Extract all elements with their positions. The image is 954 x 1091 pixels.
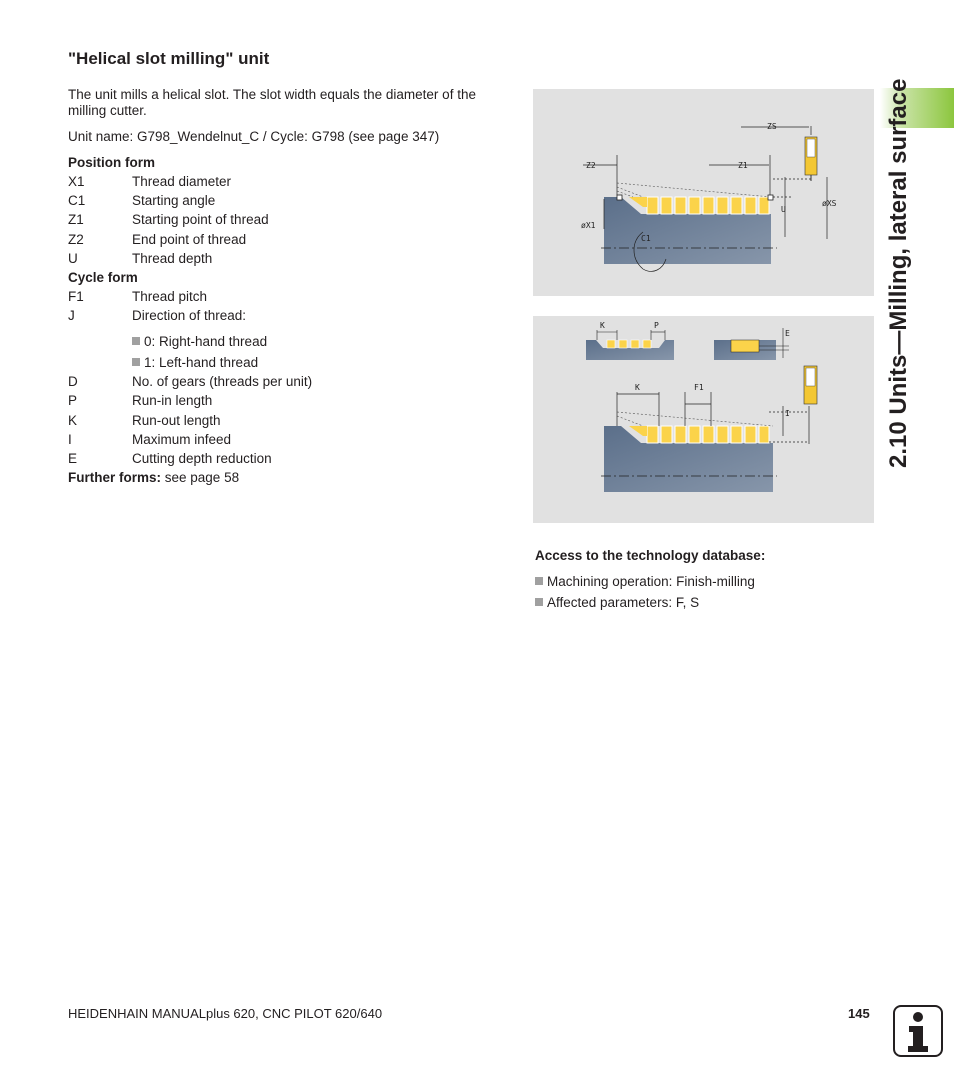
footer-text: HEIDENHAIN MANUALplus 620, CNC PILOT 620/640	[68, 1006, 383, 1021]
bullet-icon	[132, 337, 140, 345]
helical-slot-figure	[533, 89, 874, 296]
intro-text: The unit mills a helical slot. The slot width equals the diameter of the milling cutter.	[68, 87, 476, 118]
access-heading: Access to the technology database:	[535, 548, 766, 563]
label-e: E	[785, 329, 790, 338]
label-p: P	[654, 321, 659, 330]
position-form-heading: Position form	[68, 155, 155, 170]
thread-parameters-figure	[533, 316, 874, 523]
label-k-small: K	[600, 321, 605, 330]
label-f1: F1	[694, 383, 704, 392]
direction-option: 0: Right-hand thread	[132, 334, 267, 350]
label-k: K	[635, 383, 640, 392]
label-zs: ZS	[767, 122, 777, 131]
label-xs: øXS	[822, 199, 837, 208]
helical-slot-diagram	[533, 89, 874, 296]
thread-parameters-diagram	[533, 316, 874, 523]
page-number: 145	[848, 1006, 870, 1021]
unit-name-text: Unit name: G798_Wendelnut_C / Cycle: G798 (see page 347)	[68, 129, 440, 144]
chapter-title: 2.10 Units—Milling, lateral surface	[885, 78, 912, 468]
bullet-icon	[132, 358, 140, 366]
label-z1: Z1	[738, 161, 748, 170]
page-title: "Helical slot milling" unit	[68, 49, 270, 68]
info-icon	[893, 1005, 943, 1057]
access-item: Affected parameters: F, S	[535, 595, 699, 610]
label-u: U	[781, 205, 786, 214]
label-i: I	[785, 409, 790, 418]
label-z2: Z2	[586, 161, 596, 170]
further-forms: Further forms: see page 58	[68, 470, 240, 485]
cycle-form-heading: Cycle form	[68, 270, 138, 285]
label-x1: øX1	[581, 221, 596, 230]
access-item: Machining operation: Finish-milling	[535, 574, 755, 589]
label-c1: C1	[641, 234, 651, 243]
bullet-icon	[535, 598, 543, 606]
thread-grooves	[647, 197, 769, 214]
direction-option: 1: Left-hand thread	[132, 355, 258, 371]
bullet-icon	[535, 577, 543, 585]
